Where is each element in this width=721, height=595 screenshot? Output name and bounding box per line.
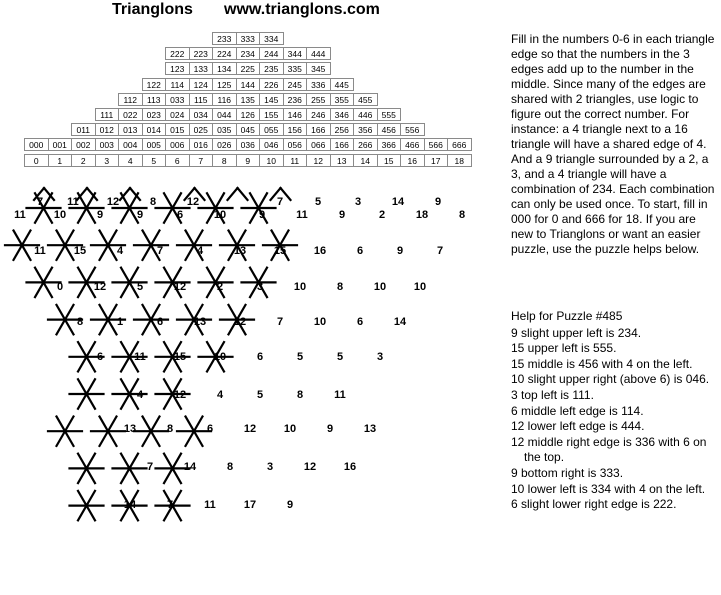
sum-cell: 5 (142, 154, 167, 167)
triangle-sum-number: 8 (296, 389, 304, 401)
triangle-sum-number: 8 (166, 423, 174, 435)
triangle-sum-number: 9 (434, 196, 442, 208)
help-hint: 10 slight upper right (above 6) is 046. (511, 372, 710, 387)
combination-cell: 334 (259, 32, 284, 45)
help-hint: 9 bottom right is 333. (511, 465, 624, 480)
triangle-sum-number: 14 (183, 461, 197, 473)
combination-cell: 066 (306, 138, 331, 151)
sum-cell: 10 (259, 154, 284, 167)
triangle-sum-number: 2 (378, 209, 386, 221)
combination-cell: 114 (165, 78, 190, 91)
triangle-sum-number: 9 (396, 245, 404, 257)
help-hint: 6 middle left edge is 114. (511, 403, 644, 418)
combination-cell: 013 (118, 123, 143, 136)
triangle-sum-number: 13 (363, 423, 377, 435)
combination-cell: 144 (236, 78, 261, 91)
triangle-sum-number: 7 (36, 196, 44, 208)
combination-cell: 056 (283, 138, 308, 151)
help-hint: 6 slight lower right edge is 222. (511, 497, 677, 512)
help-hint: 10 lower left is 334 with 4 on the left. (511, 481, 706, 496)
triangle-sum-number: 11 (334, 389, 346, 401)
combination-cell: 444 (306, 47, 331, 60)
triangle-sum-number: 12 (233, 316, 247, 328)
combination-cell: 005 (142, 138, 167, 151)
combination-cell: 236 (283, 93, 308, 106)
combination-cell: 456 (377, 123, 402, 136)
combination-cell: 366 (377, 138, 402, 151)
triangle-sum-number: 12 (173, 281, 187, 293)
triangle-sum-number: 11 (134, 351, 146, 363)
triangle-sum-number: 7 (276, 316, 284, 328)
combination-cell: 015 (165, 123, 190, 136)
combination-cell: 666 (447, 138, 472, 151)
combination-cell: 011 (71, 123, 96, 136)
triangle-sum-number: 16 (313, 245, 327, 257)
triangle-sum-number: 7 (156, 245, 164, 257)
combination-cell: 166 (306, 123, 331, 136)
triangle-sum-number: 10 (53, 209, 67, 221)
combination-cell: 034 (189, 108, 214, 121)
combination-cell: 333 (236, 32, 261, 45)
triangle-sum-number: 5 (336, 351, 344, 363)
combination-cell: 356 (353, 123, 378, 136)
combination-cell: 225 (236, 62, 261, 75)
combination-cell: 244 (259, 47, 284, 60)
combination-cell: 166 (330, 138, 355, 151)
triangle-sum-number: 9 (286, 499, 294, 511)
combination-cell: 256 (330, 123, 355, 136)
triangle-sum-number: 7 (276, 196, 284, 208)
triangle-sum-number: 6 (176, 209, 184, 221)
triangle-sum-number: 9 (338, 209, 346, 221)
triangle-sum-number: 5 (256, 389, 264, 401)
sum-cell: 15 (377, 154, 402, 167)
triangle-sum-number: 4 (136, 389, 144, 401)
combination-cell: 222 (165, 47, 190, 60)
triangle-sum-number: 12 (303, 461, 317, 473)
triangle-sum-number: 8 (226, 461, 234, 473)
triangle-sum-number: 9 (326, 423, 334, 435)
combination-cell: 002 (71, 138, 96, 151)
combination-cell: 344 (283, 47, 308, 60)
combination-cell: 245 (283, 78, 308, 91)
combination-cell: 044 (212, 108, 237, 121)
triangle-sum-number: 4 (216, 389, 224, 401)
triangle-sum-number: 5 (136, 281, 144, 293)
triangle-sum-number: 14 (123, 499, 137, 511)
combination-cell: 125 (212, 78, 237, 91)
edge-top[interactable] (228, 188, 238, 200)
triangle-sum-number: 12 (173, 389, 187, 401)
triangle-sum-number: 8 (149, 196, 157, 208)
triangle-sum-number: 10 (413, 281, 427, 293)
triangle-sum-number: 18 (415, 209, 429, 221)
help-panel (511, 309, 717, 513)
sum-cell: 3 (95, 154, 120, 167)
combination-table (0, 0, 500, 170)
combination-cell: 024 (165, 108, 190, 121)
help-hint-list (511, 326, 717, 513)
sum-cell: 4 (118, 154, 143, 167)
combination-cell: 006 (165, 138, 190, 151)
combination-cell: 155 (259, 108, 284, 121)
combination-cell: 266 (353, 138, 378, 151)
triangle-sum-number: 14 (393, 316, 407, 328)
combination-cell: 122 (142, 78, 167, 91)
combination-cell: 224 (212, 47, 237, 60)
combination-cell: 223 (189, 47, 214, 60)
combination-cell: 336 (306, 78, 331, 91)
sum-cell: 16 (400, 154, 425, 167)
help-hint: 3 top left is 111. (511, 387, 594, 402)
triangle-sum-number: 8 (76, 316, 84, 328)
combination-cell: 455 (353, 93, 378, 106)
triangle-sum-number: 6 (356, 245, 364, 257)
triangle-sum-number: 6 (96, 351, 104, 363)
combination-cell: 346 (330, 108, 355, 121)
triangle-sum-number: 3 (376, 351, 384, 363)
combination-cell: 023 (142, 108, 167, 121)
sum-cell: 18 (447, 154, 472, 167)
site-url: www.trianglons.com (224, 1, 380, 18)
combination-cell: 113 (142, 93, 167, 106)
combination-cell: 234 (236, 47, 261, 60)
triangle-sum-number: 11 (67, 196, 79, 208)
triangle-sum-number: 3 (354, 196, 362, 208)
triangle-sum-number: 9 (96, 209, 104, 221)
combination-cell: 012 (95, 123, 120, 136)
combination-cell: 133 (189, 62, 214, 75)
help-hint: 9 slight upper left is 234. (511, 325, 642, 340)
sum-cell: 7 (189, 154, 214, 167)
triangle-sum-number: 11 (296, 209, 308, 221)
combination-cell: 255 (306, 93, 331, 106)
combination-cell: 014 (142, 123, 167, 136)
triangle-sum-number: 5 (296, 351, 304, 363)
triangle-sum-number: 5 (314, 196, 322, 208)
triangle-sum-number: 6 (256, 351, 264, 363)
combination-cell: 135 (236, 93, 261, 106)
sum-cell: 8 (212, 154, 237, 167)
triangle-sum-number: 4 (116, 245, 124, 257)
triangle-sum-number: 1 (116, 316, 124, 328)
triangle-sum-number: 11 (14, 209, 26, 221)
sum-cell: 12 (306, 154, 331, 167)
sum-cell: 1 (48, 154, 73, 167)
triangle-sum-number: 10 (373, 281, 387, 293)
triangle-sum-number: 10 (313, 316, 327, 328)
combination-cell: 134 (212, 62, 237, 75)
combination-cell: 233 (212, 32, 237, 45)
triangle-sum-number: 3 (256, 281, 264, 293)
combination-cell: 115 (189, 93, 214, 106)
triangle-sum-number: 15 (173, 351, 187, 363)
sum-cell: 2 (71, 154, 96, 167)
instructions-panel (511, 32, 717, 257)
triangle-sum-number: 16 (343, 461, 357, 473)
sum-cell: 9 (236, 154, 261, 167)
combination-cell: 145 (259, 93, 284, 106)
combination-cell: 355 (330, 93, 355, 106)
triangle-sum-number: 7 (166, 499, 174, 511)
combination-cell: 055 (259, 123, 284, 136)
sum-cell: 11 (283, 154, 308, 167)
triangle-sum-number: 7 (146, 461, 154, 473)
triangle-sum-number: 6 (156, 316, 164, 328)
help-hint: 15 middle is 456 with 4 on the left. (511, 356, 693, 371)
edge-top[interactable] (238, 188, 248, 200)
combination-cell: 001 (48, 138, 73, 151)
combination-cell: 345 (306, 62, 331, 75)
combination-cell: 446 (353, 108, 378, 121)
combination-cell: 116 (212, 93, 237, 106)
triangle-sum-number: 0 (56, 281, 64, 293)
combination-cell: 124 (189, 78, 214, 91)
combination-cell: 000 (24, 138, 49, 151)
combination-cell: 046 (259, 138, 284, 151)
triangle-sum-number: 11 (34, 245, 46, 257)
sum-cell: 0 (24, 154, 49, 167)
combination-cell: 036 (236, 138, 261, 151)
triangle-sum-number: 13 (123, 423, 137, 435)
triangle-sum-number: 6 (206, 423, 214, 435)
triangle-sum-number: 10 (293, 281, 307, 293)
triangle-sum-number: 13 (193, 316, 207, 328)
combination-cell: 111 (95, 108, 120, 121)
triangle-sum-number: 17 (243, 499, 257, 511)
combination-cell: 445 (330, 78, 355, 91)
combination-cell: 022 (118, 108, 143, 121)
combination-cell: 004 (118, 138, 143, 151)
combination-cell: 235 (259, 62, 284, 75)
combination-cell: 123 (165, 62, 190, 75)
combination-cell: 556 (400, 123, 425, 136)
triangle-sum-number: 3 (266, 461, 274, 473)
sum-cell: 14 (353, 154, 378, 167)
combination-cell: 555 (377, 108, 402, 121)
triangle-sum-number: 10 (283, 423, 297, 435)
combination-cell: 112 (118, 93, 143, 106)
sum-cell: 13 (330, 154, 355, 167)
triangle-sum-number: 8 (336, 281, 344, 293)
help-hint: 12 lower left edge is 444. (511, 419, 645, 434)
triangle-sum-number: 9 (258, 209, 266, 221)
combination-cell: 016 (189, 138, 214, 151)
triangle-sum-number: 10 (213, 351, 227, 363)
combination-cell: 026 (212, 138, 237, 151)
triangle-sum-number: 13 (233, 245, 247, 257)
instructions-paragraph: Fill in the numbers 0-6 in each triangle edge so that the numbers in the 3 edges add up to the number in the middle. Since many of the edges are shared with 2 triangles, use logic to figure out the correct number. For instance: a 4 triangle next to a 16 triangle will have a shared edge of 4. And a 9 triangle surrounded by a 2, a 3, and a 4 triangle will have a combination of 234. Each combination can only be used once. To start, fill in 000 for 0 and 666 for 18. If you are new to Trianglons or want an easier puzzle, use the puzzle helps below. (511, 32, 715, 256)
sum-cell: 17 (424, 154, 449, 167)
triangle-sum-number: 12 (243, 423, 257, 435)
triangle-sum-number: 14 (391, 196, 405, 208)
triangle-sum-number: 12 (93, 281, 107, 293)
triangle-sum-number: 4 (196, 245, 204, 257)
combination-cell: 226 (259, 78, 284, 91)
combination-cell: 466 (400, 138, 425, 151)
combination-cell: 003 (95, 138, 120, 151)
triangle-sum-number: 15 (73, 245, 87, 257)
combination-cell: 246 (306, 108, 331, 121)
help-hint: 15 upper left is 555. (511, 341, 617, 356)
triangle-sum-number: 7 (436, 245, 444, 257)
combination-cell: 566 (424, 138, 449, 151)
sum-cell: 6 (165, 154, 190, 167)
triangle-sum-number: 9 (136, 209, 144, 221)
site-title: Trianglons (112, 1, 193, 18)
combination-cell: 035 (212, 123, 237, 136)
triangle-sum-number: 6 (356, 316, 364, 328)
combination-cell: 126 (236, 108, 261, 121)
combination-cell: 045 (236, 123, 261, 136)
triangle-sum-number: 10 (213, 209, 227, 221)
triangle-sum-number: 2 (216, 281, 224, 293)
triangle-sum-number: 12 (106, 196, 120, 208)
triangle-sum-number: 8 (458, 209, 466, 221)
triangle-sum-number: 15 (273, 245, 287, 257)
help-hint: 12 middle right edge is 336 with 6 on the top. (511, 434, 707, 465)
combination-cell: 033 (165, 93, 190, 106)
combination-cell: 025 (189, 123, 214, 136)
combination-cell: 335 (283, 62, 308, 75)
help-title: Help for Puzzle #485 (511, 309, 623, 323)
combination-cell: 156 (283, 123, 308, 136)
triangle-sum-number: 12 (186, 196, 200, 208)
puzzle-board (0, 170, 500, 595)
combination-cell: 146 (283, 108, 308, 121)
triangle-sum-number: 11 (204, 499, 216, 511)
